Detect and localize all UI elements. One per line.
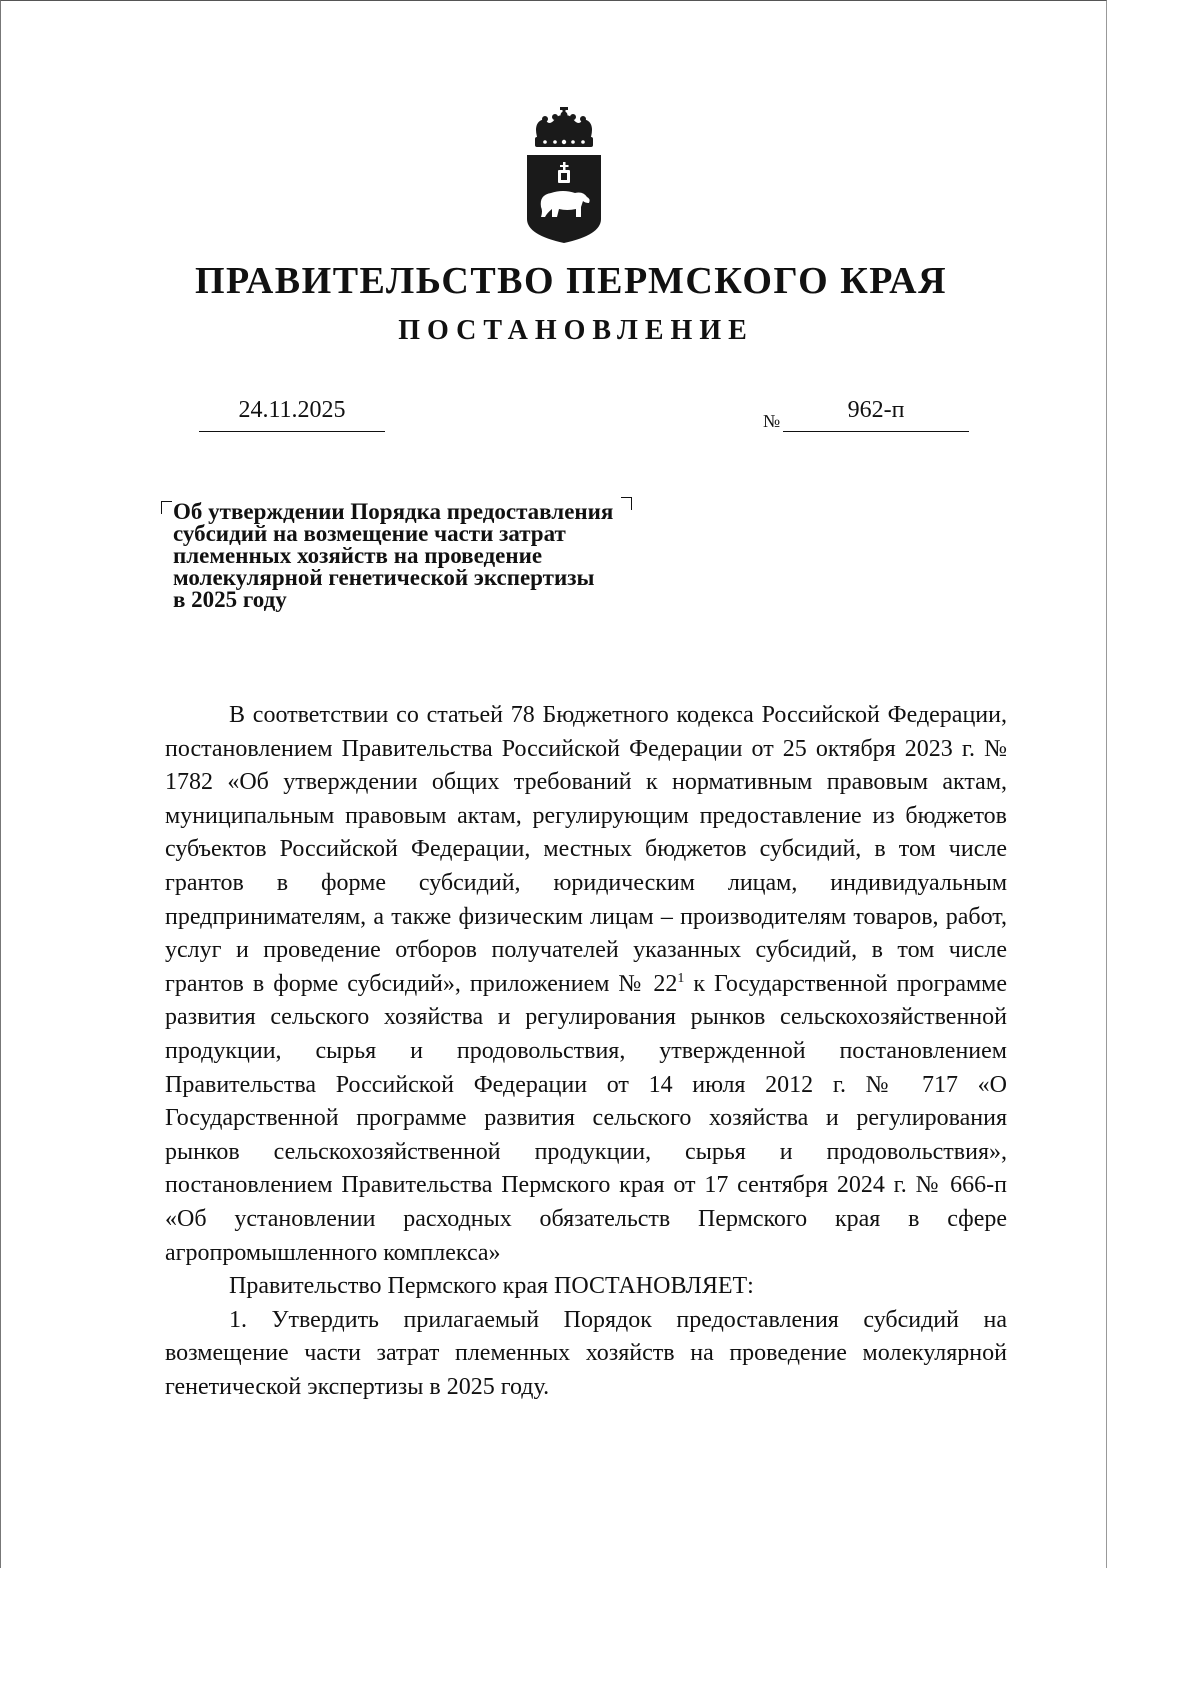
government-title: ПРАВИТЕЛЬСТВО ПЕРМСКОГО КРАЯ xyxy=(194,260,948,302)
subject-line: племенных хозяйств на проведение xyxy=(173,543,543,568)
document-type-title: ПОСТАНОВЛЕНИЕ xyxy=(398,315,754,346)
document-body xyxy=(165,699,1007,1404)
document-date: 24.11.2025 xyxy=(199,397,385,432)
subject-line: в 2025 году xyxy=(173,587,287,612)
number-sign: № xyxy=(763,411,781,431)
preamble-text: В соответствии со статьей 78 Бюджетного кодекса Российской Федерации, постановлением Правительства Российской Федерации от 25 октября 2023 г. № 1782 «Об утверждении общих требований к нормативным правовым актам, муниципальным правовым актам, регулирующим предоставление из бюджетов субъектов Российской Федерации, местных бюджетов субсидий, в том числе грантов в форме субсидий, юридическим лицам, индивидуальным предпринимателям, а также физическим лицам – производителям товаров, работ, услуг и проведение отборов получателей указанных субсидий, в том числе грантов в форме субсидий», приложением № 22 xyxy=(165,702,1007,997)
document-subject xyxy=(173,501,693,611)
preamble-superscript: 1 xyxy=(677,970,685,986)
preamble-text-continued: к Государственной программе развития сельского хозяйства и регулирования рынков сельскохозяйственной продукции, сырья и продовольствия, утвержденной постановлением Правительства Российской Федерации от 14 июля 2012 г. № 717 «О Государственной программе развития сельского хозяйства и регулирования рынков сельскохозяйственной продукции, сырья и продовольствия», постановлением Правительства Пермского края от 17 сентября 2024 г. № 666-п «Об установлении расходных обязательств Пермского края в сфере агропромышленного комплекса» xyxy=(165,970,1007,1266)
subject-corner-mark-left xyxy=(161,501,172,514)
preamble-paragraph xyxy=(165,699,1007,1270)
subject-line: молекулярной генетической экспертизы xyxy=(173,565,595,590)
document-number: 962-п xyxy=(783,397,969,432)
subject-line: субсидий на возмещение части затрат xyxy=(173,521,566,546)
coat-of-arms-icon xyxy=(515,107,613,247)
subject-line: Об утверждении Порядка предоставления xyxy=(173,499,614,524)
item-1-paragraph: 1. Утвердить прилагаемый Порядок предоставления субсидий на возмещение части затрат племенных хозяйств на проведение молекулярной генетической экспертизы в 2025 году. xyxy=(165,1306,1007,1400)
resolution-paragraph: Правительство Пермского края ПОСТАНОВЛЯЕТ: xyxy=(229,1273,754,1300)
